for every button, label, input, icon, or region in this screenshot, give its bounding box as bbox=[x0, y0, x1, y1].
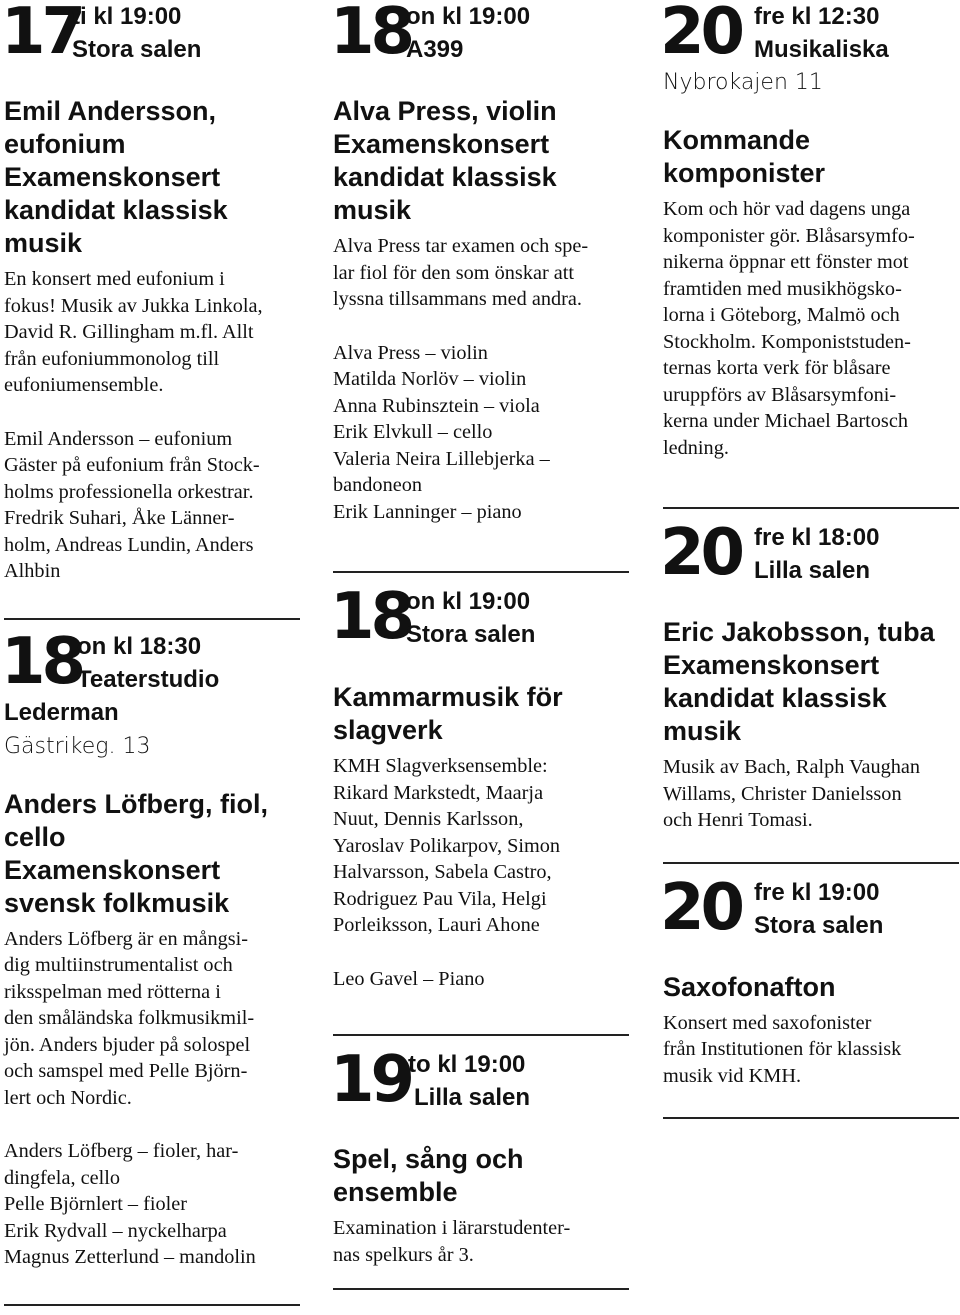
event-description: KMH Slagverksensemble: Rikard Markstedt, Maarja Nuut, Dennis Karlsson, Yaroslav Polikarpov, Simon Halvarsson, Sabela Castro, Rodriguez Pau Vila, Helgi Porleiksson, Lauri Ahone bbox=[333, 755, 561, 936]
event-time: on kl 18:30 bbox=[77, 632, 202, 660]
event-day: 17 bbox=[1, 0, 83, 69]
event-title: Kommande komponister bbox=[663, 125, 826, 188]
event-day: 18 bbox=[1, 624, 83, 699]
event-18-slagverk bbox=[330, 580, 629, 992]
event-description: Examination i lärarstudenter- nas spelkurs år 3. bbox=[333, 1217, 571, 1266]
event-venue: Stora salen bbox=[72, 36, 202, 63]
event-day: 19 bbox=[330, 1043, 412, 1117]
divider bbox=[333, 1034, 629, 1036]
event-performers: Emil Andersson – eufonium Gäster på eufonium från Stock- holms professionella orkestrar. Fredrik Suhari, Åke Länner- holm, Andreas Lundin, Anders Alhbin bbox=[4, 427, 260, 582]
divider bbox=[4, 1304, 300, 1306]
event-title: Emil Andersson, eufonium Examenskonsert kandidat klassisk musik bbox=[4, 96, 228, 258]
event-address: Nybrokajen 11 bbox=[663, 70, 823, 95]
event-time: ti kl 19:00 bbox=[72, 3, 182, 30]
event-venue: Teaterstudio bbox=[77, 665, 220, 693]
event-title: Eric Jakobsson, tuba Examenskonsert kandidat klassisk musik bbox=[663, 617, 935, 746]
event-time: on kl 19:00 bbox=[406, 588, 531, 615]
event-title: Anders Löfberg, fiol, cello Examenskonsert svensk folkmusik bbox=[4, 788, 269, 918]
divider bbox=[663, 862, 959, 864]
event-description: Musik av Bach, Ralph Vaughan Willams, Christer Danielsson och Henri Tomasi. bbox=[663, 756, 921, 831]
event-venue: Stora salen bbox=[406, 621, 536, 648]
column-2 bbox=[330, 0, 629, 1290]
event-time: fre kl 18:00 bbox=[754, 524, 880, 551]
event-address: Gästrikeg. 13 bbox=[4, 733, 151, 759]
event-venue: Lilla salen bbox=[414, 1084, 531, 1111]
event-description: Anders Löfberg är en mångsi- dig multiinstrumentalist och riksspelman med rötterna i den småländska folkmusikmil- jön. Anders bjuder på solospel och samspel med Pelle Björn- lert och Nordic. bbox=[4, 927, 255, 1109]
event-time: fre kl 19:00 bbox=[754, 878, 880, 906]
event-venue: A399 bbox=[406, 36, 464, 63]
event-description: Konsert med saxofonister från Institutionen för klassisk musik vid KMH. bbox=[663, 1011, 902, 1087]
event-time: on kl 19:00 bbox=[406, 3, 531, 30]
event-title: Kammarmusik för slagverk bbox=[333, 682, 563, 745]
event-day: 20 bbox=[660, 870, 742, 945]
event-performers: Leo Gavel – Piano bbox=[333, 967, 485, 990]
event-day: 20 bbox=[660, 0, 742, 69]
event-day: 18 bbox=[330, 580, 412, 654]
divider bbox=[663, 1117, 959, 1119]
event-description: En konsert med eufonium i fokus! Musik av Jukka Linkola, David R. Gillingham m.fl. Allt från eufoniummonolog till eufoniumensemble. bbox=[4, 268, 263, 396]
divider bbox=[4, 618, 300, 620]
divider bbox=[663, 507, 959, 509]
divider bbox=[333, 571, 629, 573]
event-time: fre kl 12:30 bbox=[754, 3, 880, 30]
event-title: Saxofonafton bbox=[663, 971, 836, 1002]
event-venue: Lilla salen bbox=[754, 557, 871, 584]
event-day: 18 bbox=[330, 0, 412, 69]
event-performers: Anders Löfberg – fioler, har- dingfela, cello Pelle Björnlert – fioler Erik Rydvall – nyckelharpa Magnus Zetterlund – mandolin bbox=[4, 1140, 256, 1268]
event-description: Kom och hör vad dagens unga komponister gör. Blåsarsymfo- nikerna öppnar ett fönster mot framtiden med musikhögsko- lorna i Göteborg, Malmö och Stockholm. Komponiststuden- ternas korta verk för blåsare uruppförs av Blåsarsymfoni- kerna under Michael Bartosch ledning. bbox=[663, 198, 915, 459]
event-20-saxofon bbox=[660, 870, 959, 1090]
event-17-eufonium bbox=[1, 0, 300, 585]
column-3 bbox=[660, 0, 959, 1119]
event-19-spel-sang bbox=[330, 1043, 629, 1268]
event-20-tuba bbox=[660, 516, 959, 834]
event-performers: Alva Press – violin Matilda Norlöv – violin Anna Rubinsztein – viola Erik Elvkull – cello Valeria Neira Lillebjerka – bandoneon Erik Lanninger – piano bbox=[333, 341, 550, 523]
column-1 bbox=[1, 0, 300, 1306]
event-description: Alva Press tar examen och spe- lar fiol för den som önskar att lyssna tillsammans med andra. bbox=[333, 235, 589, 310]
event-18-folkmusik bbox=[1, 624, 300, 1271]
event-title: Alva Press, violin Examenskonsert kandidat klassisk musik bbox=[333, 96, 557, 225]
event-time: to kl 19:00 bbox=[408, 1051, 526, 1078]
event-18-violin bbox=[330, 0, 629, 525]
event-venue-line2: Lederman bbox=[4, 698, 119, 726]
event-20-komponister bbox=[660, 0, 959, 461]
event-venue: Musikaliska bbox=[754, 36, 889, 63]
event-day: 20 bbox=[660, 516, 742, 590]
event-venue: Stora salen bbox=[754, 911, 884, 939]
divider bbox=[333, 1288, 629, 1290]
event-title: Spel, sång och ensemble bbox=[333, 1144, 524, 1207]
